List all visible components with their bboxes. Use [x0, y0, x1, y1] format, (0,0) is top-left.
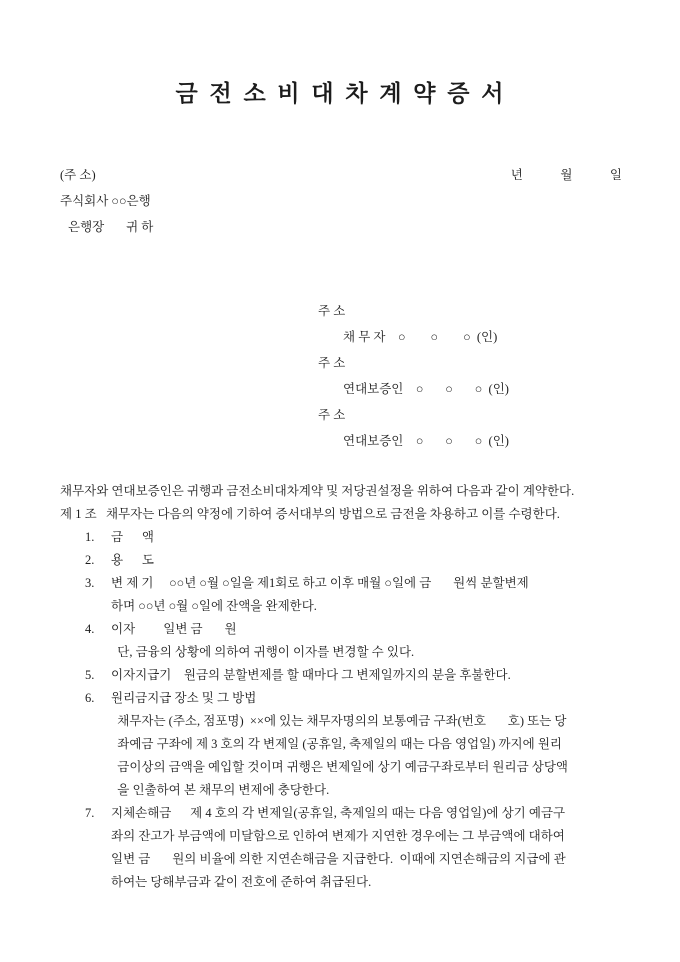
clause-item-7: [60, 802, 622, 894]
signatory-group: [318, 402, 622, 454]
clause-number: 2.: [85, 553, 95, 567]
clause-number: 3.: [85, 576, 95, 590]
clause-line: 하여는 당해부금과 같이 전호에 준하여 취급된다.: [111, 875, 372, 889]
clause-line: 지체손해금 제 4 호의 각 변제일(공휴일, 축제일의 때는 다음 영업일)에 상기 예금구: [111, 806, 566, 820]
clause-item-3: [60, 572, 622, 618]
clause-number: 7.: [85, 806, 95, 820]
article-1-line: 제 1 조 채무자는 다음의 약정에 기하여 증서대부의 방법으로 금전을 차용하고 이를 수령한다.: [60, 507, 560, 521]
signatory-address-label: 주 소: [318, 356, 346, 370]
clause-number: 5.: [85, 668, 95, 682]
clause-list: [60, 526, 622, 894]
clause-text: [111, 526, 622, 549]
date-line: 년 월 일: [510, 168, 622, 182]
clause-item-2: [60, 549, 622, 572]
clause-line: 금이상의 금액을 예입할 것이며 귀행은 변제일에 상기 예금구좌로부터 원리금 상당액: [111, 760, 569, 774]
clause-line: 좌의 잔고가 부금액에 미달함으로 인하여 변제가 지연한 경우에는 그 부금액에 대하여: [111, 829, 565, 843]
signatory-group: [318, 350, 622, 402]
clause-item-6: [60, 687, 622, 802]
signatory-address-label: 주 소: [318, 304, 346, 318]
bank-name: 주식회사 ○○은행: [60, 194, 151, 208]
clause-text: [111, 802, 622, 894]
clause-text: [111, 618, 622, 664]
address-label: (주 소): [60, 168, 96, 182]
clause-text: [111, 572, 622, 618]
clause-line: 이자 일변 금 원: [111, 622, 237, 636]
header-block: [60, 162, 622, 240]
clause-line: 변 제 기 ○○년 ○월 ○일을 제1회로 하고 이후 매월 ○일에 금 원씩 분할변제: [111, 576, 529, 590]
clause-text: [111, 549, 622, 572]
clause-line: 단, 금융의 상황에 의하여 귀행이 이자를 변경할 수 있다.: [111, 645, 415, 659]
clause-item-4: [60, 618, 622, 664]
signatory-role-line: 채 무 자 ○ ○ ○ (인): [343, 330, 498, 344]
clause-text: [111, 664, 622, 687]
clause-line: 하며 ○○년 ○월 ○일에 잔액을 완제한다.: [111, 599, 317, 613]
clause-line: 채무자는 (주소, 점포명) ××에 있는 채무자명의의 보통예금 구좌(번호 호) 또는 당: [111, 714, 567, 728]
clause-text: [111, 687, 622, 802]
clause-line: 좌예금 구좌에 제 3 호의 각 변제일 (공휴일, 축제일의 때는 다음 영업일) 까지에 원리: [111, 737, 562, 751]
clause-line: 용 도: [111, 553, 154, 567]
clause-line: 금 액: [111, 530, 154, 544]
clause-line: 일변 금 원의 비율에 의한 지연손해금을 지급한다. 이때에 지연손해금의 지급에 관: [111, 852, 566, 866]
signatory-address-label: 주 소: [318, 408, 346, 422]
clause-item-1: [60, 526, 622, 549]
document-title: 금 전 소 비 대 차 계 약 증 서: [175, 81, 507, 106]
bank-head-line: 은행장 귀 하: [68, 220, 154, 234]
clause-line: 이자지급기 원금의 분할변제를 할 때마다 그 변제일까지의 분을 후불한다.: [111, 668, 511, 682]
clause-line: 을 인출하여 본 채무의 변제에 충당한다.: [111, 783, 330, 797]
contract-body: [60, 480, 622, 894]
clause-line: 원리금지급 장소 및 그 방법: [111, 691, 257, 705]
intro-paragraph: 채무자와 연대보증인은 귀행과 금전소비대차계약 및 저당권설정을 위하여 다음과 같이 계약한다.: [60, 484, 575, 498]
signatory-role-line: 연대보증인 ○ ○ ○ (인): [343, 434, 509, 448]
header-row: [60, 162, 622, 188]
clause-item-5: [60, 664, 622, 687]
clause-number: 1.: [85, 530, 95, 544]
signature-block: [318, 298, 622, 454]
signatory-group: [318, 298, 622, 350]
clause-number: 4.: [85, 622, 95, 636]
signatory-role-line: 연대보증인 ○ ○ ○ (인): [343, 382, 509, 396]
clause-number: 6.: [85, 691, 95, 705]
